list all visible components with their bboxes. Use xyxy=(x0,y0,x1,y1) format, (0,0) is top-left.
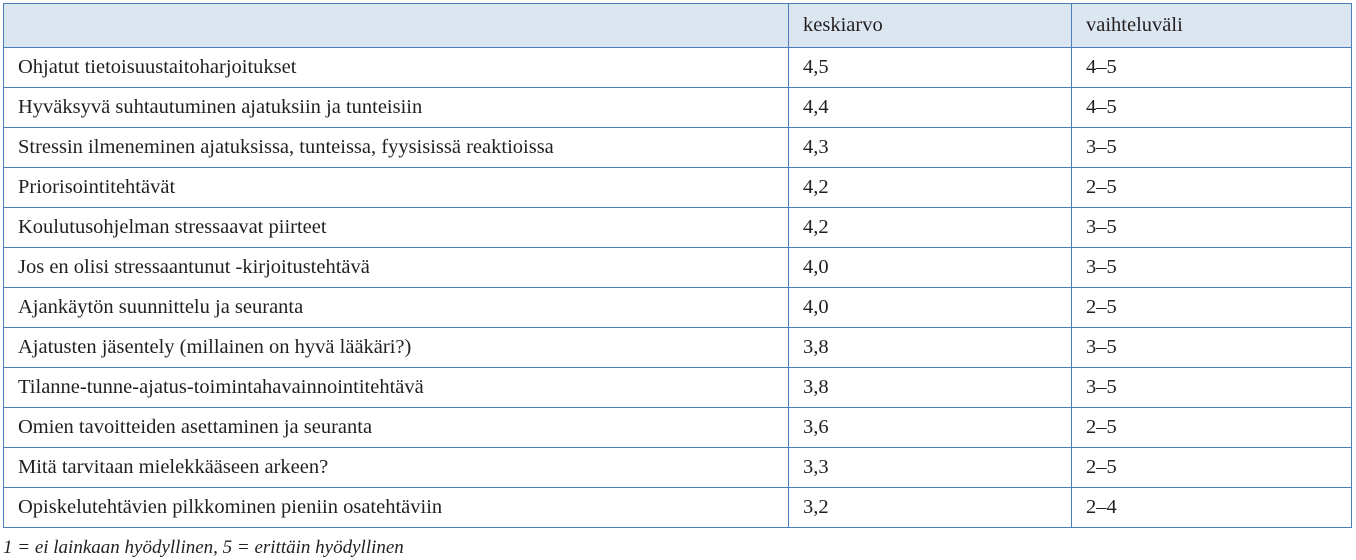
row-range: 4–5 xyxy=(1072,48,1352,88)
row-label: Priorisointitehtävät xyxy=(4,168,789,208)
table-row xyxy=(4,288,1352,328)
table-row xyxy=(4,448,1352,488)
row-mean: 3,8 xyxy=(789,328,1072,368)
table-body xyxy=(4,48,1352,528)
row-mean: 4,0 xyxy=(789,288,1072,328)
header-row xyxy=(4,4,1352,48)
table-footnote: 1 = ei lainkaan hyödyllinen, 5 = erittäin hyödyllinen xyxy=(3,537,404,558)
row-range: 2–5 xyxy=(1072,168,1352,208)
row-range: 2–5 xyxy=(1072,408,1352,448)
table-row xyxy=(4,408,1352,448)
row-range: 2–5 xyxy=(1072,288,1352,328)
row-mean: 4,2 xyxy=(789,208,1072,248)
row-range: 2–5 xyxy=(1072,448,1352,488)
table-header xyxy=(4,4,1352,48)
table-row xyxy=(4,88,1352,128)
header-cell-mean: keskiarvo xyxy=(789,4,1072,48)
table-row xyxy=(4,168,1352,208)
row-range: 3–5 xyxy=(1072,328,1352,368)
table-row xyxy=(4,128,1352,168)
row-range: 3–5 xyxy=(1072,208,1352,248)
row-mean: 4,0 xyxy=(789,248,1072,288)
row-range: 2–4 xyxy=(1072,488,1352,528)
row-mean: 3,8 xyxy=(789,368,1072,408)
row-range: 3–5 xyxy=(1072,368,1352,408)
row-mean: 4,2 xyxy=(789,168,1072,208)
row-mean: 4,5 xyxy=(789,48,1072,88)
row-range: 3–5 xyxy=(1072,248,1352,288)
row-label: Jos en olisi stressaantunut -kirjoitustehtävä xyxy=(4,248,789,288)
header-cell-label xyxy=(4,4,789,48)
row-label: Ohjatut tietoisuustaitoharjoitukset xyxy=(4,48,789,88)
table-row xyxy=(4,208,1352,248)
row-label: Omien tavoitteiden asettaminen ja seuranta xyxy=(4,408,789,448)
table-page xyxy=(0,3,1356,560)
row-mean: 4,4 xyxy=(789,88,1072,128)
row-mean: 3,3 xyxy=(789,448,1072,488)
table-row xyxy=(4,368,1352,408)
ratings-table xyxy=(3,3,1352,528)
row-label: Hyväksyvä suhtautuminen ajatuksiin ja tunteisiin xyxy=(4,88,789,128)
row-mean: 3,6 xyxy=(789,408,1072,448)
header-cell-range: vaihteluväli xyxy=(1072,4,1352,48)
row-label: Koulutusohjelman stressaavat piirteet xyxy=(4,208,789,248)
row-label: Mitä tarvitaan mielekkääseen arkeen? xyxy=(4,448,789,488)
row-range: 3–5 xyxy=(1072,128,1352,168)
row-label: Ajatusten jäsentely (millainen on hyvä lääkäri?) xyxy=(4,328,789,368)
table-row xyxy=(4,328,1352,368)
row-label: Opiskelutehtävien pilkkominen pieniin osatehtäviin xyxy=(4,488,789,528)
table-row xyxy=(4,488,1352,528)
row-label: Stressin ilmeneminen ajatuksissa, tunteissa, fyysisissä reaktioissa xyxy=(4,128,789,168)
row-label: Tilanne-tunne-ajatus-toimintahavainnointitehtävä xyxy=(4,368,789,408)
row-range: 4–5 xyxy=(1072,88,1352,128)
row-mean: 3,2 xyxy=(789,488,1072,528)
row-mean: 4,3 xyxy=(789,128,1072,168)
table-row xyxy=(4,248,1352,288)
row-label: Ajankäytön suunnittelu ja seuranta xyxy=(4,288,789,328)
table-row xyxy=(4,48,1352,88)
